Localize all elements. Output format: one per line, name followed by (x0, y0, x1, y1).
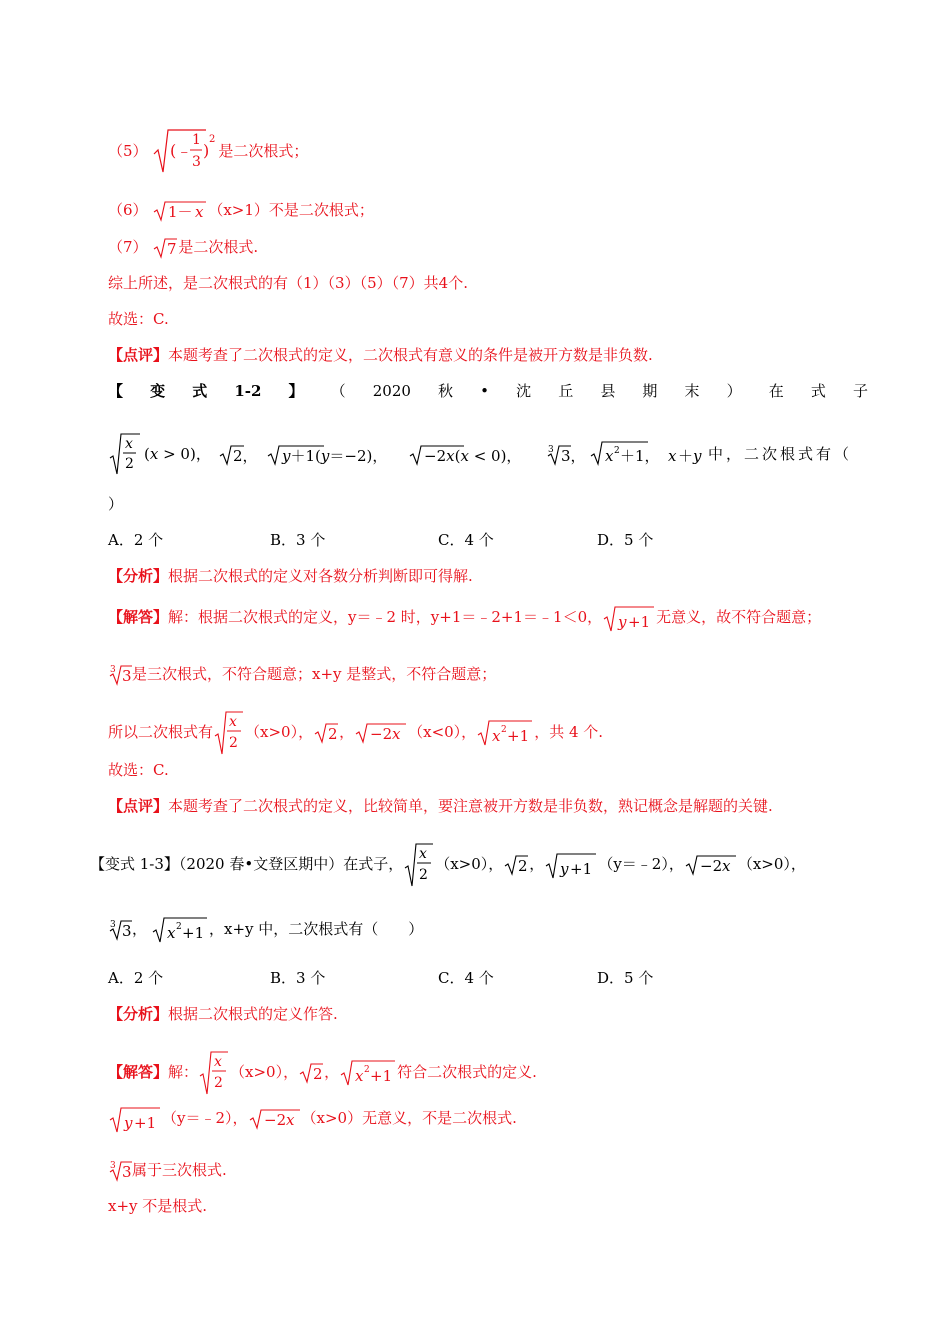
option-b[interactable]: B．3 个 (270, 531, 326, 549)
svg-text:x: x (492, 727, 501, 745)
v13-p4: （x>0）， (737, 855, 806, 873)
sqrt-x-over-2 (198, 1050, 230, 1096)
svg-text:+1: +1 (370, 1067, 393, 1085)
sqrt-2 (503, 854, 529, 876)
title-token: 式 (810, 382, 826, 400)
answer-b: ， (324, 1063, 340, 1081)
variant-1-2-expressions (108, 432, 852, 478)
choose-1-2: 故选：C. (108, 761, 169, 779)
so-a: （x>0）， (245, 723, 314, 741)
svg-text:x: x (419, 846, 428, 862)
title-token: • (480, 382, 489, 400)
svg-text:y: y (618, 613, 627, 631)
svg-text:x: x (668, 447, 677, 465)
sqrt-y-plus-1 (602, 603, 656, 633)
svg-text:3: 3 (110, 665, 116, 675)
cube-root-3 (108, 1160, 132, 1182)
svg-text:2: 2 (229, 735, 238, 751)
title-token: 2020 (372, 382, 411, 400)
svg-text:x: x (195, 203, 204, 221)
title-token: 沈 (516, 382, 532, 400)
so-c: （x<0）， (408, 723, 477, 741)
svg-text:+1: +1 (507, 727, 530, 745)
option-d[interactable]: D．5 个 (597, 531, 654, 549)
v13-p3: （y＝﹣2）， (598, 855, 684, 873)
svg-text:−2: −2 (370, 725, 393, 743)
so-line (108, 710, 603, 756)
sqrt-2 (313, 722, 339, 744)
comment-tag: 【点评】 (108, 346, 169, 364)
title-token: 县 (600, 382, 616, 400)
answer-1-3-line2 (108, 1104, 517, 1134)
sqrt-neg-2x (248, 1108, 302, 1130)
title-token: 】 (288, 382, 304, 400)
sqrt-neg-2x (354, 722, 408, 744)
svg-text:3: 3 (122, 1163, 132, 1181)
title-token: 【 (108, 382, 124, 400)
svg-text:＋1，: ＋1， (620, 447, 660, 465)
v13-p1: （x>0）， (435, 855, 504, 873)
svg-text:−2: −2 (699, 857, 722, 875)
svg-text:x: x (721, 857, 731, 875)
analysis-1-2 (108, 566, 473, 586)
item-6-label: （6） (108, 201, 148, 219)
analysis-1-3 (108, 1004, 338, 1024)
svg-text:y: y (124, 1114, 133, 1132)
sqrt-x2-plus-1 (151, 916, 209, 944)
svg-text:+1: +1 (134, 1114, 157, 1132)
comment-1-2 (108, 796, 773, 816)
sqrt-x-over-2 (403, 842, 435, 888)
sqrt-neg-2x (684, 854, 738, 876)
so-b: ， (339, 723, 355, 741)
svg-text:7: 7 (167, 240, 177, 258)
svg-text:+1: +1 (182, 924, 205, 942)
svg-text:3，: 3， (561, 447, 586, 465)
option-c[interactable]: C．4 个 (438, 969, 494, 987)
svg-text:x: x (167, 924, 176, 942)
sqrt-neg-one-third-squared (152, 126, 218, 178)
title-token: 末 (684, 382, 700, 400)
option-d[interactable]: D．5 个 (597, 969, 654, 987)
svg-text:x: x (605, 447, 614, 465)
svg-text:+1: +1 (570, 860, 593, 878)
sqrt-x-over-2 (213, 710, 245, 756)
item-7-text: 是二次根式. (178, 238, 259, 256)
answer-1-3-line3 (108, 1160, 227, 1182)
cube-line (108, 664, 496, 686)
answer-1-2 (108, 603, 821, 633)
svg-text:1: 1 (192, 132, 202, 148)
l2-a: （y＝﹣2）， (162, 1109, 248, 1127)
item-6 (108, 200, 374, 222)
svg-text:(x > 0)，: (x > 0)， (144, 445, 211, 463)
svg-text:2: 2 (214, 1075, 223, 1091)
svg-text:): ) (203, 141, 210, 160)
cube-root-3 (108, 919, 132, 941)
expr-tail: 中，二次根式有（ (708, 445, 853, 463)
svg-text:3: 3 (548, 445, 554, 455)
item-5-label: （5） (108, 142, 148, 160)
answer-c: 符合二次根式的定义. (397, 1063, 537, 1081)
v13-p2: ， (529, 855, 545, 873)
svg-text:2: 2 (501, 725, 507, 735)
title-token: 丘 (558, 382, 574, 400)
option-c[interactable]: C．4 个 (438, 531, 494, 549)
option-a[interactable]: A．2 个 (108, 969, 164, 987)
svg-text:2: 2 (209, 134, 216, 145)
item-6-cond: （x>1）不是二次根式； (208, 201, 374, 219)
sqrt-x2-plus-1 (476, 719, 534, 747)
comment-tag: 【点评】 (108, 797, 169, 815)
title-token: 子 (852, 382, 868, 400)
svg-text:−2x(x < 0)，: −2x(x < 0)， (424, 447, 522, 465)
svg-text:x: x (214, 1054, 222, 1070)
svg-text:2: 2 (125, 456, 134, 472)
paren-close: ） (108, 495, 124, 513)
variant-1-3-title (90, 842, 806, 888)
answer-tag: 【解答】 (108, 1063, 169, 1081)
answer-head: 解： (168, 1063, 199, 1081)
answer-text: 解：根据二次根式的定义，y＝﹣2 时，y+1＝﹣2+1＝﹣1＜0， (168, 608, 603, 626)
svg-text:x: x (125, 436, 133, 452)
svg-text:3: 3 (110, 920, 116, 930)
svg-text:y: y (560, 860, 569, 878)
svg-text:1－: 1－ (168, 203, 193, 221)
title-token: 变 (150, 382, 166, 400)
answer-tail: 无意义，故不符合题意； (656, 608, 822, 626)
svg-text:2: 2 (313, 1065, 323, 1083)
svg-text:x: x (229, 714, 237, 730)
svg-text:2: 2 (328, 725, 338, 743)
svg-text:(﹣: (﹣ (170, 141, 193, 160)
svg-text:3: 3 (122, 667, 132, 685)
so-head: 所以二次根式有 (108, 723, 214, 741)
title-token: 期 (642, 382, 658, 400)
svg-text:x: x (355, 1067, 364, 1085)
svg-text:3: 3 (122, 922, 132, 940)
title-token: 秋 (438, 382, 454, 400)
svg-text:x: x (392, 725, 401, 743)
l3: 属于三次根式. (132, 1161, 227, 1179)
svg-text:y＋1(y＝−2)，: y＋1(y＝−2)， (282, 447, 388, 465)
item-7 (108, 237, 258, 259)
comment-text: 本题考查了二次根式的定义，二次根式有意义的条件是被开方数是非负数. (168, 346, 653, 364)
comment-1 (108, 345, 653, 365)
choose-1: 故选：C. (108, 310, 169, 328)
answer-1-3 (108, 1050, 537, 1096)
sqrt-y-plus-1 (544, 850, 598, 880)
answer-a: （x>0）， (230, 1063, 299, 1081)
answer-1-3-line4: x+y 不是根式. (108, 1197, 208, 1215)
sqrt-1-minus-x (152, 200, 208, 222)
title-token: （ (330, 382, 346, 400)
v13-line2-tail: ，x+y 中，二次根式有（ ） (209, 920, 424, 938)
comment-text: 本题考查了二次根式的定义，比较简单，要注意被开方数是非负数，熟记概念是解题的关键. (168, 797, 773, 815)
sqrt-2 (298, 1062, 324, 1084)
analysis-text: 根据二次根式的定义对各数分析判断即可得解. (168, 567, 473, 585)
title-token: 1-2 (234, 382, 262, 400)
svg-text:−2: −2 (263, 1111, 286, 1129)
variant-1-2-title (108, 381, 868, 401)
cube-text: 是三次根式，不符合题意；x+y 是整式，不符合题意； (132, 665, 497, 683)
svg-text:2: 2 (364, 1065, 370, 1075)
item-5 (108, 126, 308, 178)
variant-1-3-line2: 3 3 ， x 2 +1 ，x+y 中，二次根式有（ ） (108, 916, 423, 944)
svg-text:2: 2 (614, 446, 620, 456)
option-b[interactable]: B．3 个 (270, 969, 326, 987)
svg-text:2: 2 (176, 922, 182, 932)
analysis-text: 根据二次根式的定义作答. (168, 1005, 338, 1023)
so-d: ，共 4 个. (534, 723, 604, 741)
title-token: 在 (768, 382, 784, 400)
svg-text:3: 3 (192, 154, 202, 170)
svg-text:2: 2 (518, 857, 528, 875)
svg-text:＋: ＋ (678, 447, 694, 465)
answer-tag: 【解答】 (108, 608, 169, 626)
v13-title: 【变式 1-3】（2020 春•文登区期中）在式子， (90, 855, 404, 873)
summary: 综上所述，是二次根式的有（1）（3）（5）（7）共4个. (108, 274, 468, 292)
sqrt-x2-plus-1 (339, 1059, 397, 1087)
svg-text:3: 3 (110, 1161, 116, 1171)
analysis-tag: 【分析】 (108, 567, 169, 585)
item-5-text: 是二次根式； (218, 142, 309, 160)
expression-images (108, 432, 708, 478)
analysis-tag: 【分析】 (108, 1005, 169, 1023)
cube-root-3 (108, 664, 132, 686)
svg-text:2: 2 (419, 867, 429, 883)
l2-b: （x>0）无意义，不是二次根式. (301, 1109, 517, 1127)
title-token: 式 (192, 382, 208, 400)
svg-text:x: x (285, 1111, 294, 1129)
sqrt-7 (152, 237, 178, 259)
svg-text:y: y (693, 447, 702, 465)
title-token: ） (726, 382, 742, 400)
svg-text:+1: +1 (628, 613, 651, 631)
option-a[interactable]: A．2 个 (108, 531, 164, 549)
sqrt-y-plus-1 (108, 1104, 162, 1134)
item-7-label: （7） (108, 238, 148, 256)
svg-text:2，: 2， (233, 447, 258, 465)
